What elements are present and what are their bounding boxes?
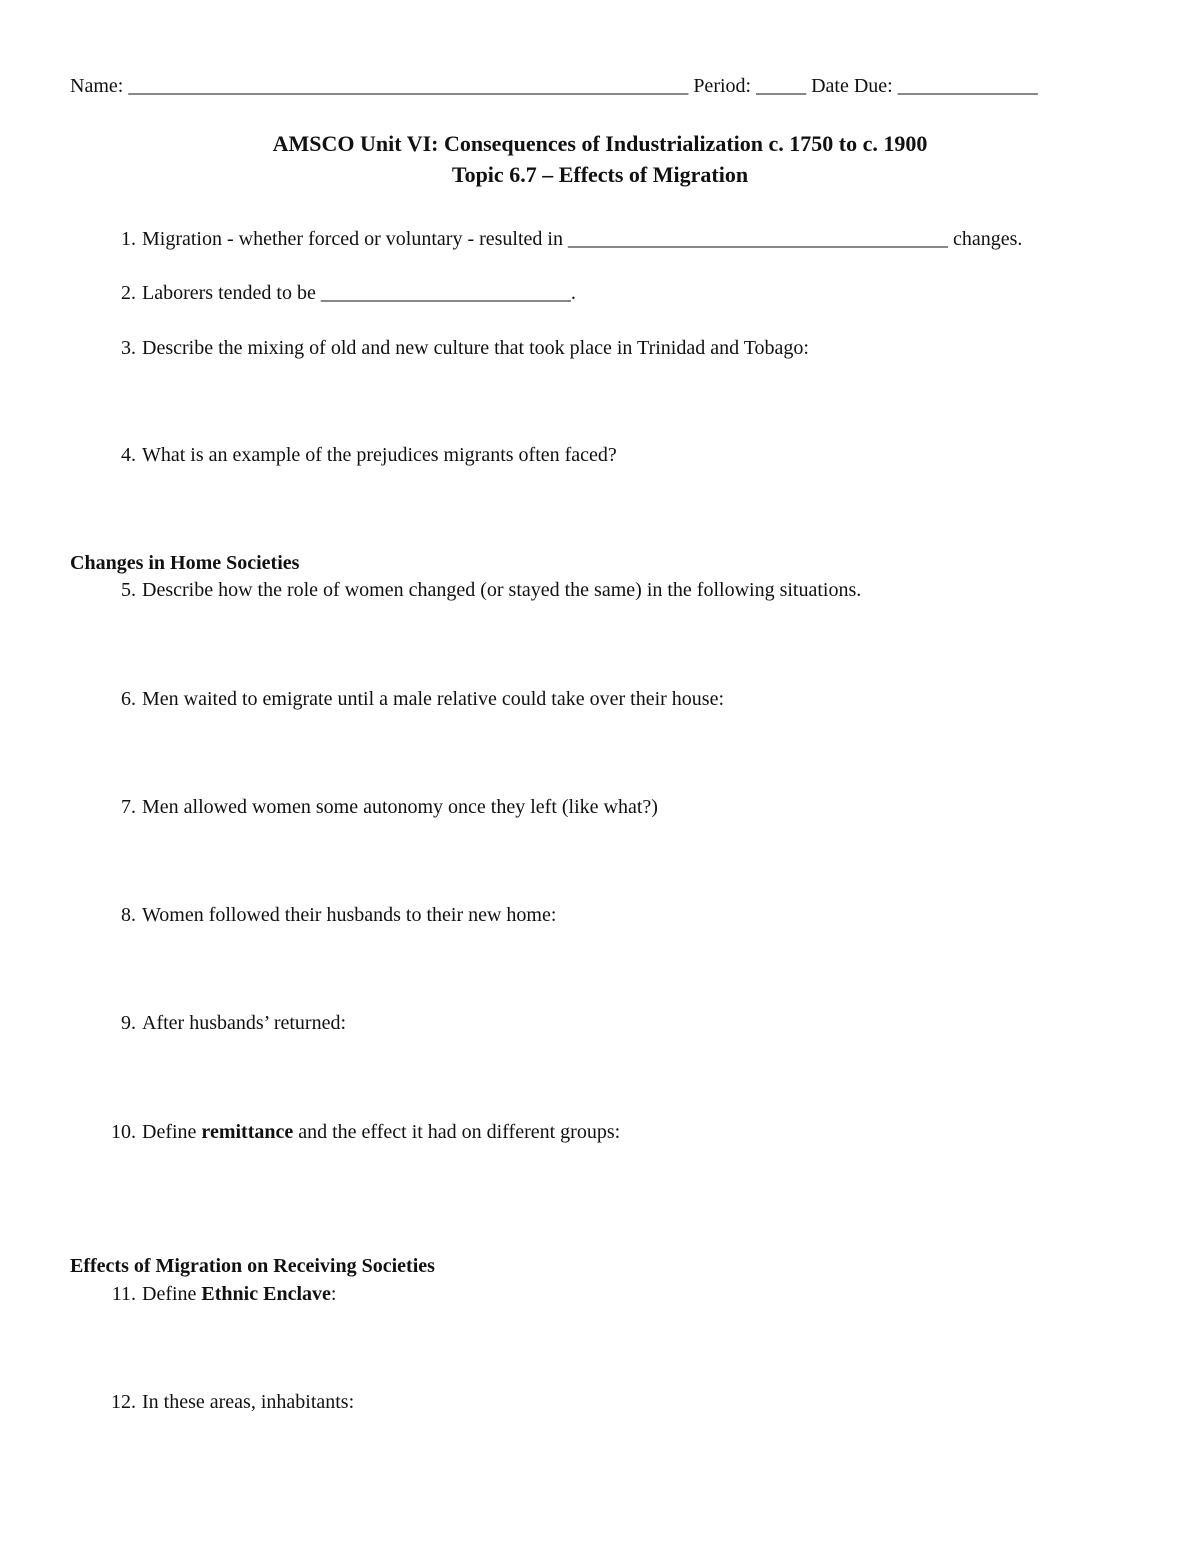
question-text: Men waited to emigrate until a male relative could take over their house: [142,688,725,710]
answer-blank: _________________________ [320,282,571,304]
question-text: Describe how the role of women changed (or stayed the same) in the following situations. [142,579,862,601]
question-11 [102,1282,336,1306]
question-text: Migration - whether forced or voluntary - resulted in [142,228,568,250]
answer-blank: ______________________________________ [567,228,948,250]
question-2 [102,281,576,305]
section-heading-home-societies: Changes in Home Societies [70,552,300,574]
date-due-label: Date Due: [811,75,893,97]
question-text-end: changes. [947,228,1023,250]
question-number: 2. [121,282,136,304]
question-number: 5. [121,579,136,601]
page-title: AMSCO Unit VI: Consequences of Industrialization c. 1750 to c. 1900 [272,131,928,156]
question-text: Describe the mixing of old and new culture that took place in Trinidad and Tobago: [142,337,809,359]
question-number: 6. [121,688,136,710]
question-12 [102,1390,354,1414]
question-number: 8. [121,904,136,926]
question-text: After husbands’ returned: [142,1012,347,1034]
question-8 [102,903,556,927]
question-10 [102,1120,620,1144]
question-text: Define [142,1121,202,1143]
question-1 [102,227,1022,251]
question-number: 10. [111,1121,136,1143]
question-6 [102,687,724,711]
section-heading-receiving-societies: Effects of Migration on Receiving Societies [70,1255,435,1277]
question-number: 4. [121,444,136,466]
question-text: In these areas, inhabitants: [142,1391,355,1413]
question-number: 3. [121,337,136,359]
question-9 [102,1011,346,1035]
question-text-end: . [570,282,576,304]
question-text: Women followed their husbands to their new home: [142,904,557,926]
question-number: 9. [121,1012,136,1034]
key-term: remittance [201,1121,294,1143]
question-3 [102,336,809,360]
question-number: 11. [111,1283,136,1305]
name-blank: ________________________________________________________ [128,75,689,97]
question-number: 1. [121,228,136,250]
question-text: What is an example of the prejudices migrants often faced? [142,444,617,466]
question-text-end: : [330,1283,337,1305]
period-label: Period: [693,75,752,97]
name-label: Name: [70,75,124,97]
question-text: Men allowed women some autonomy once they left (like what?) [142,796,658,818]
question-text: Laborers tended to be [142,282,321,304]
date-due-blank: ______________ [897,75,1038,97]
question-7 [102,795,658,819]
question-number: 12. [111,1391,136,1413]
question-5 [102,578,861,602]
header-line [70,74,1038,98]
question-text-end: and the effect it had on different groups: [293,1121,621,1143]
key-term: Ethnic Enclave [201,1283,331,1305]
question-text: Define [142,1283,202,1305]
page-subtitle: Topic 6.7 – Effects of Migration [451,162,749,187]
question-4 [102,443,617,467]
period-blank: _____ [756,75,807,97]
question-number: 7. [121,796,136,818]
